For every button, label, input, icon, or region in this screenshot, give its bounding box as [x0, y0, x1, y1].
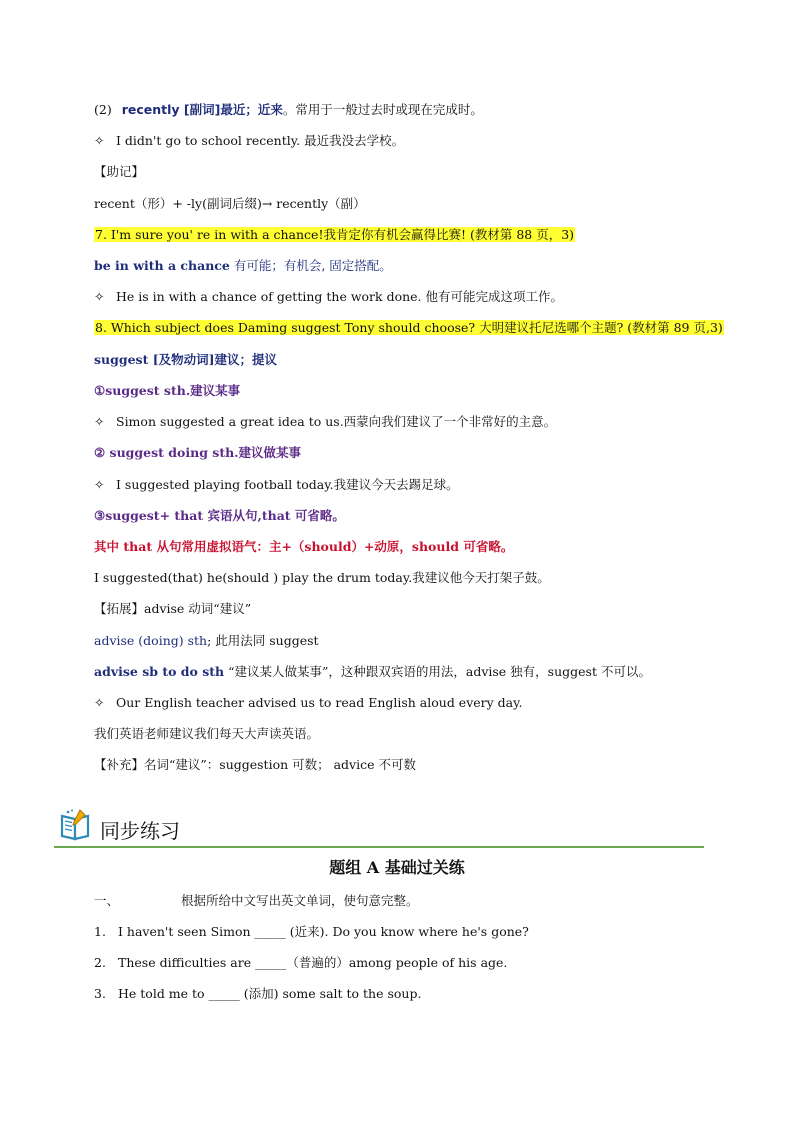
usage-3: ③suggest+ that 宾语从句,that 可省略。 — [94, 508, 345, 523]
example-sentence: ✧ Our English teacher advised us to read English aloud every day. — [94, 695, 523, 710]
example-sentence: ✧ I suggested playing football today.我建议今天去踢足球。 — [94, 477, 459, 492]
recently-heading — [94, 101, 483, 119]
book-pencil-icon — [58, 808, 94, 846]
section-header — [54, 806, 704, 848]
note: 。常用于一般过去时或现在完成时。 — [282, 102, 483, 117]
diamond-star-icon: ✧ — [94, 289, 105, 304]
extension-label: 【拓展】advise 动词“建议” — [94, 601, 252, 616]
diamond-star-icon: ✧ — [94, 133, 105, 148]
question-3: 3. He told me to _____ (添加) some salt to the soup. — [94, 986, 422, 1001]
usage-2: ② suggest doing sth.建议做某事 — [94, 445, 302, 460]
subjunctive-rule: 其中 that 从句常用虚拟语气：主+（should）+动原，should 可省略。 — [94, 539, 514, 554]
item-8: 8. Which subject does Daming suggest Tony should choose? 大明建议托尼选哪个主题? (教材第 89 页,3) — [95, 320, 723, 335]
advise-sb-usage: advise sb to do sth “建议某人做某事”，这种跟双宾语的用法，advise 独有，suggest 不可以。 — [94, 664, 651, 679]
example-translation: 我们英语老师建议我们每天大声读英语。 — [94, 726, 320, 741]
question-1: 1. I haven't seen Simon _____ (近来). Do you know where he's gone? — [94, 924, 529, 939]
example-sentence: ✧ Simon suggested a great idea to us.西蒙向我们建议了一个非常好的主意。 — [94, 414, 557, 429]
group-title: 题组 A 基础过关练 — [329, 858, 465, 877]
keyword: recently [副词]最近；近来 — [121, 102, 283, 117]
subjunctive-example: I suggested(that) he(should ) play the drum today.我建议他今天打架子鼓。 — [94, 570, 550, 585]
section-title: 同步练习 — [100, 819, 180, 843]
example-sentence: ✧ He is in with a chance of getting the work done. 他有可能完成这项工作。 — [94, 289, 563, 304]
example-sentence: ✧ I didn't go to school recently. 最近我没去学校。 — [94, 133, 405, 148]
supplement-note: 【补充】名词“建议”：suggestion 可数； advice 不可数 — [94, 757, 416, 772]
diamond-star-icon: ✧ — [94, 414, 105, 429]
item-number: (2) — [94, 102, 112, 117]
word-formula: recent（形）+ -ly(副词后缀)→ recently（副） — [94, 196, 366, 211]
item-7: 7. I'm sure you' re in with a chance!我肯定你有机会赢得比赛! (教材第 88 页，3) — [95, 227, 575, 242]
diamond-star-icon: ✧ — [94, 477, 105, 492]
memory-aid-label: 【助记】 — [94, 164, 145, 179]
diamond-star-icon: ✧ — [94, 695, 105, 710]
question-2: 2. These difficulties are _____（普遍的）among people of his age. — [94, 955, 508, 970]
advise-usage: advise (doing) sth; 此用法同 suggest — [94, 633, 319, 648]
part-instruction: 一、 根据所给中文写出英文单词，使句意完整。 — [94, 893, 419, 908]
suggest-heading: suggest [及物动词]建议；提议 — [94, 352, 278, 367]
usage-1: ①suggest sth.建议某事 — [94, 383, 241, 398]
phrase-in-with-chance: be in with a chance 有可能；有机会, 固定搭配。 — [94, 258, 392, 273]
